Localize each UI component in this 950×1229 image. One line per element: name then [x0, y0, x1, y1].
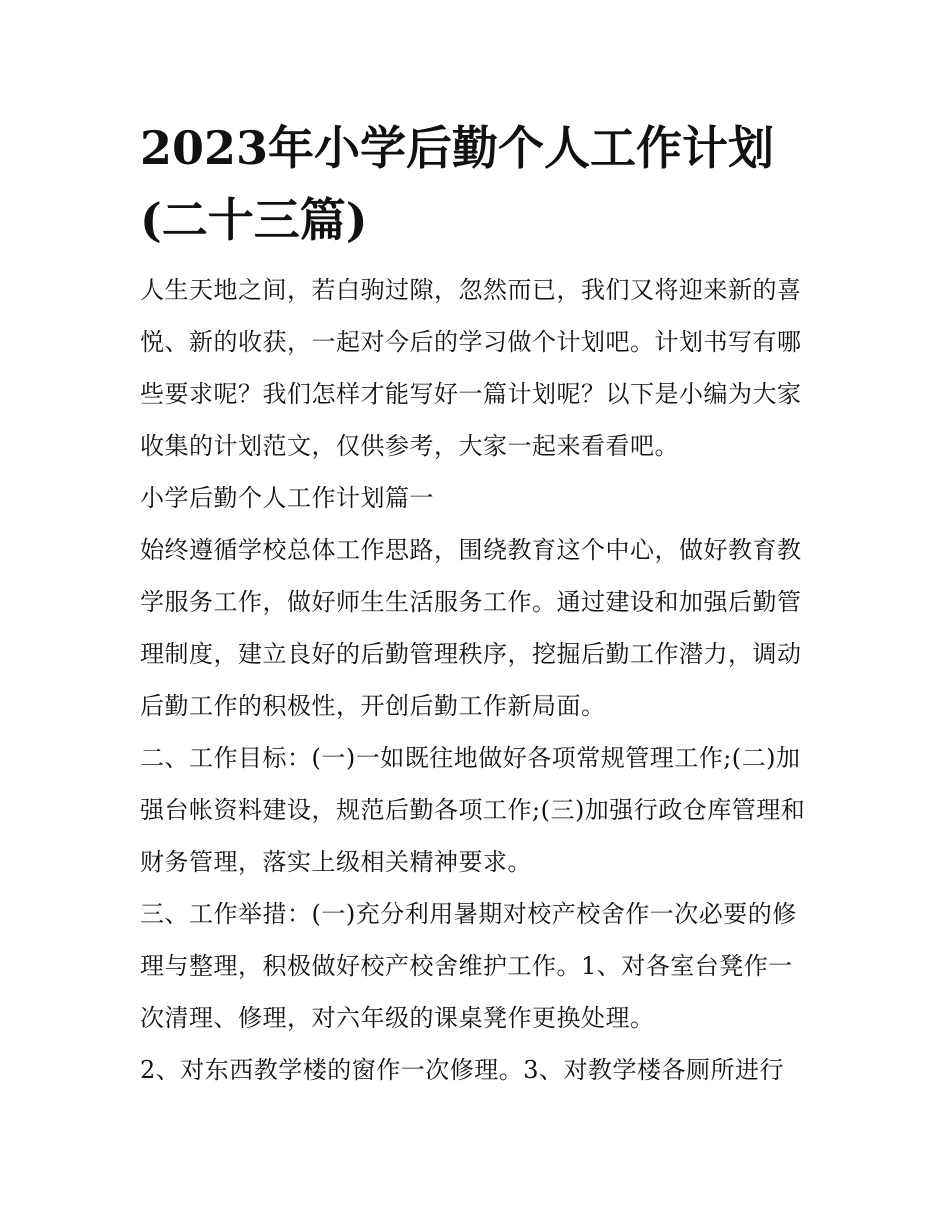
paragraph-1: 始终遵循学校总体工作思路，围绕教育这个中心，做好教育教学服务工作，做好师生生活服务工作。通过建设和加强后勤管理制度，建立良好的后勤管理秩序，挖掘后勤工作潜力，调动后勤工作的积极性，开创后勤工作新局面。: [140, 536, 802, 720]
document-body: [140, 112, 812, 1096]
paragraph-4: 2、对东西教学楼的窗作一次修理。3、对教学楼各厕所进行: [140, 1056, 785, 1084]
paragraph-2: 二、工作目标：(一)一如既往地做好各项常规管理工作;(二)加强台帐资料建设，规范后勤各项工作;(三)加强行政仓库管理和财务管理，落实上级相关精神要求。: [140, 744, 806, 876]
title-line-1: 2023年小学后勤个人工作计划: [140, 121, 775, 175]
title-line-2: (二十三篇): [140, 193, 368, 247]
document-title: [140, 112, 812, 256]
intro-paragraph: 人生天地之间，若白驹过隙，忽然而已，我们又将迎来新的喜悦、新的收获，一起对今后的学习做个计划吧。计划书写有哪些要求呢？我们怎样才能写好一篇计划呢？以下是小编为大家收集的计划范文，仅供参考，大家一起来看看吧。: [140, 276, 802, 460]
section-heading: 小学后勤个人工作计划篇一: [140, 484, 434, 512]
paragraph-3: 三、工作举措：(一)充分利用暑期对校产校舍作一次必要的修理与整理，积极做好校产校舍维护工作。1、对各室台凳作一次清理、修理，对六年级的课桌凳作更换处理。: [140, 900, 797, 1032]
